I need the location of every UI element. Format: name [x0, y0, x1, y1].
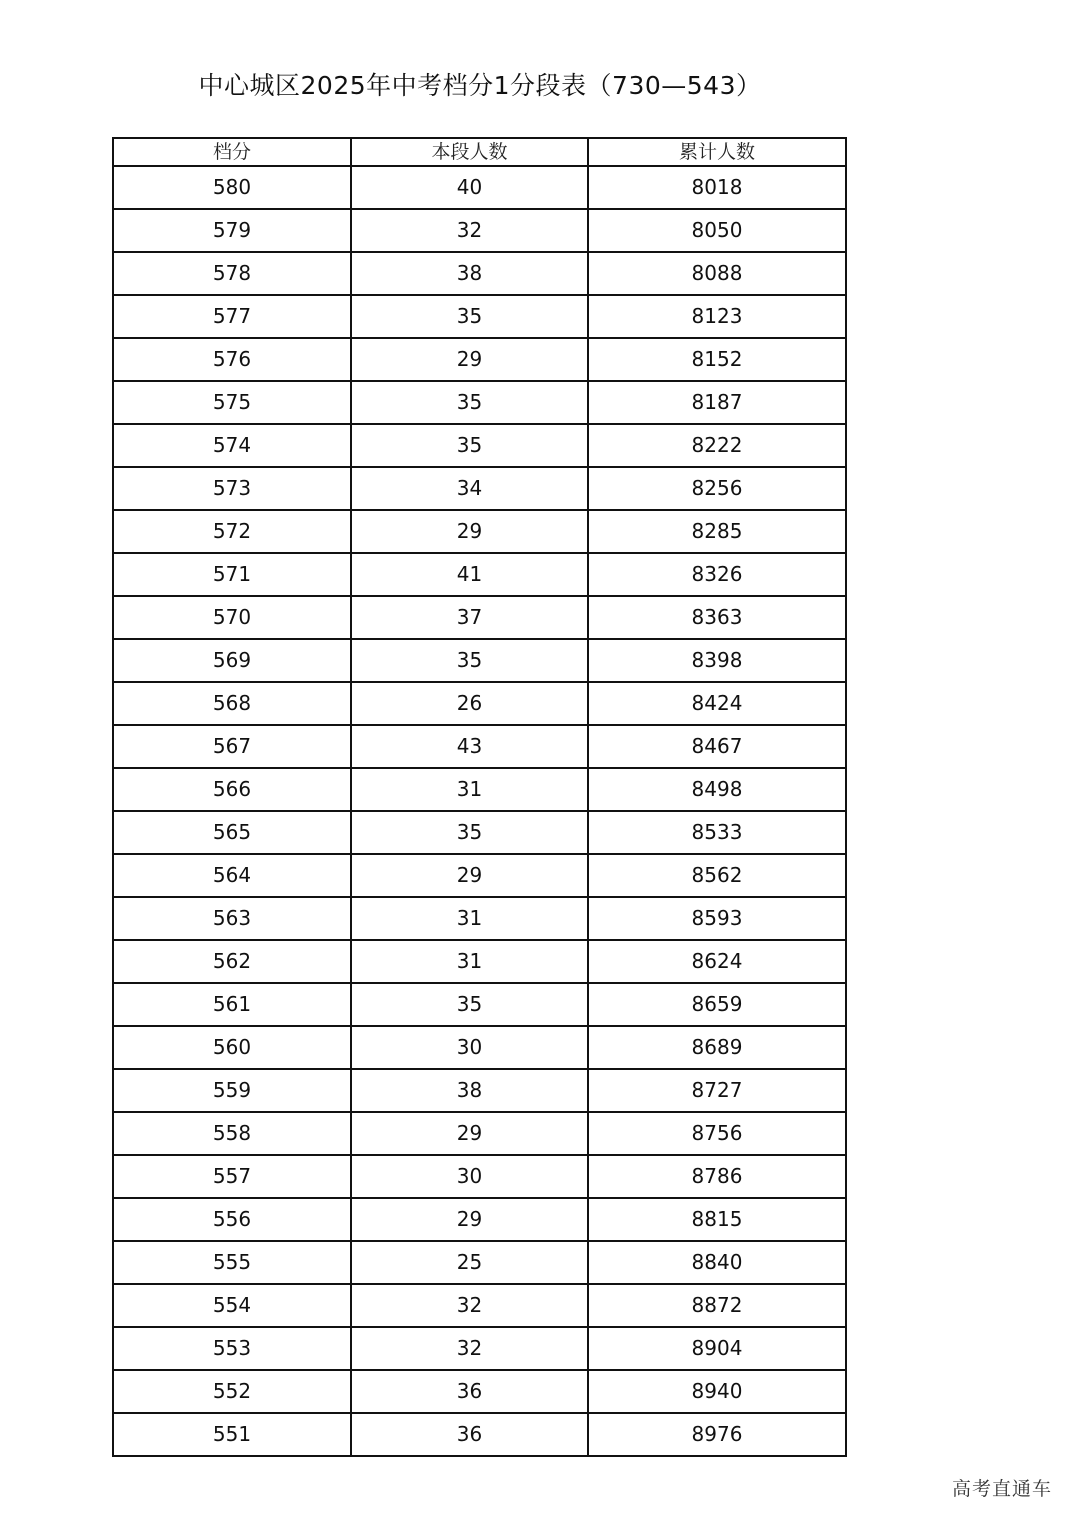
- cell-cumulative-count: 8152: [588, 338, 846, 381]
- cell-cumulative-count: 8593: [588, 897, 846, 940]
- table-row: [113, 768, 846, 811]
- cell-score: 551: [113, 1413, 351, 1456]
- cell-score: 561: [113, 983, 351, 1026]
- cell-cumulative-count: 8815: [588, 1198, 846, 1241]
- table-row: [113, 1026, 846, 1069]
- cell-score: 570: [113, 596, 351, 639]
- cell-cumulative-count: 8467: [588, 725, 846, 768]
- table-row: [113, 295, 846, 338]
- cell-score: 571: [113, 553, 351, 596]
- column-header-cumulative-count: 累计人数: [588, 138, 846, 166]
- watermark-text: 高考直通车: [951, 1478, 1052, 1500]
- cell-segment-count: 43: [351, 725, 588, 768]
- cell-segment-count: 36: [351, 1370, 588, 1413]
- cell-score: 577: [113, 295, 351, 338]
- cell-score: 559: [113, 1069, 351, 1112]
- cell-segment-count: 32: [351, 1284, 588, 1327]
- table-row: [113, 1241, 846, 1284]
- table-row: [113, 1198, 846, 1241]
- table-row: [113, 811, 846, 854]
- table-row: [113, 1370, 846, 1413]
- table-row: [113, 209, 846, 252]
- table-row: [113, 897, 846, 940]
- column-header-segment-count: 本段人数: [351, 138, 588, 166]
- cell-score: 572: [113, 510, 351, 553]
- cell-cumulative-count: 8689: [588, 1026, 846, 1069]
- cell-score: 556: [113, 1198, 351, 1241]
- cell-score: 553: [113, 1327, 351, 1370]
- table-row: [113, 682, 846, 725]
- cell-segment-count: 29: [351, 1112, 588, 1155]
- cell-segment-count: 29: [351, 510, 588, 553]
- cell-score: 554: [113, 1284, 351, 1327]
- cell-segment-count: 29: [351, 1198, 588, 1241]
- cell-score: 563: [113, 897, 351, 940]
- cell-score: 580: [113, 166, 351, 209]
- cell-segment-count: 30: [351, 1026, 588, 1069]
- cell-segment-count: 32: [351, 1327, 588, 1370]
- table-row: [113, 510, 846, 553]
- cell-segment-count: 29: [351, 854, 588, 897]
- table-row: [113, 338, 846, 381]
- cell-score: 565: [113, 811, 351, 854]
- cell-segment-count: 29: [351, 338, 588, 381]
- cell-cumulative-count: 8123: [588, 295, 846, 338]
- cell-segment-count: 38: [351, 1069, 588, 1112]
- cell-segment-count: 35: [351, 639, 588, 682]
- table-row: [113, 1069, 846, 1112]
- cell-cumulative-count: 8498: [588, 768, 846, 811]
- cell-score: 566: [113, 768, 351, 811]
- table-row: [113, 725, 846, 768]
- score-table: [112, 137, 847, 1457]
- cell-cumulative-count: 8222: [588, 424, 846, 467]
- cell-cumulative-count: 8363: [588, 596, 846, 639]
- cell-cumulative-count: 8088: [588, 252, 846, 295]
- cell-score: 557: [113, 1155, 351, 1198]
- page-title: 中心城区2025年中考档分1分段表（730—543）: [198, 71, 762, 100]
- cell-cumulative-count: 8624: [588, 940, 846, 983]
- cell-segment-count: 35: [351, 295, 588, 338]
- cell-score: 558: [113, 1112, 351, 1155]
- cell-cumulative-count: 8398: [588, 639, 846, 682]
- table-row: [113, 1413, 846, 1456]
- cell-score: 576: [113, 338, 351, 381]
- cell-cumulative-count: 8285: [588, 510, 846, 553]
- cell-score: 562: [113, 940, 351, 983]
- cell-segment-count: 31: [351, 768, 588, 811]
- cell-segment-count: 38: [351, 252, 588, 295]
- cell-cumulative-count: 8326: [588, 553, 846, 596]
- cell-score: 573: [113, 467, 351, 510]
- cell-cumulative-count: 8727: [588, 1069, 846, 1112]
- table-row: [113, 940, 846, 983]
- cell-segment-count: 32: [351, 209, 588, 252]
- cell-segment-count: 25: [351, 1241, 588, 1284]
- table-row: [113, 424, 846, 467]
- cell-cumulative-count: 8872: [588, 1284, 846, 1327]
- cell-score: 567: [113, 725, 351, 768]
- table-body: [113, 166, 846, 1456]
- cell-segment-count: 37: [351, 596, 588, 639]
- column-header-score: 档分: [113, 138, 351, 166]
- cell-cumulative-count: 8976: [588, 1413, 846, 1456]
- cell-segment-count: 35: [351, 381, 588, 424]
- cell-cumulative-count: 8659: [588, 983, 846, 1026]
- cell-cumulative-count: 8840: [588, 1241, 846, 1284]
- cell-segment-count: 40: [351, 166, 588, 209]
- cell-cumulative-count: 8424: [588, 682, 846, 725]
- cell-score: 555: [113, 1241, 351, 1284]
- cell-score: 564: [113, 854, 351, 897]
- cell-segment-count: 35: [351, 983, 588, 1026]
- table-row: [113, 1155, 846, 1198]
- table-row: [113, 983, 846, 1026]
- table-row: [113, 553, 846, 596]
- table-header-row: [113, 138, 846, 166]
- cell-segment-count: 35: [351, 811, 588, 854]
- cell-segment-count: 31: [351, 897, 588, 940]
- cell-score: 579: [113, 209, 351, 252]
- cell-score: 574: [113, 424, 351, 467]
- table-row: [113, 1284, 846, 1327]
- cell-score: 569: [113, 639, 351, 682]
- table-row: [113, 381, 846, 424]
- cell-segment-count: 35: [351, 424, 588, 467]
- table-row: [113, 467, 846, 510]
- table-row: [113, 1112, 846, 1155]
- cell-segment-count: 36: [351, 1413, 588, 1456]
- table-row: [113, 252, 846, 295]
- table-row: [113, 1327, 846, 1370]
- cell-segment-count: 34: [351, 467, 588, 510]
- cell-cumulative-count: 8050: [588, 209, 846, 252]
- cell-cumulative-count: 8756: [588, 1112, 846, 1155]
- cell-segment-count: 26: [351, 682, 588, 725]
- cell-score: 552: [113, 1370, 351, 1413]
- cell-cumulative-count: 8256: [588, 467, 846, 510]
- cell-score: 575: [113, 381, 351, 424]
- cell-cumulative-count: 8018: [588, 166, 846, 209]
- table-row: [113, 596, 846, 639]
- cell-segment-count: 31: [351, 940, 588, 983]
- table-row: [113, 854, 846, 897]
- cell-cumulative-count: 8904: [588, 1327, 846, 1370]
- cell-score: 568: [113, 682, 351, 725]
- cell-score: 578: [113, 252, 351, 295]
- cell-score: 560: [113, 1026, 351, 1069]
- cell-cumulative-count: 8940: [588, 1370, 846, 1413]
- table-row: [113, 639, 846, 682]
- cell-segment-count: 30: [351, 1155, 588, 1198]
- cell-cumulative-count: 8187: [588, 381, 846, 424]
- cell-cumulative-count: 8533: [588, 811, 846, 854]
- cell-cumulative-count: 8562: [588, 854, 846, 897]
- table-row: [113, 166, 846, 209]
- cell-cumulative-count: 8786: [588, 1155, 846, 1198]
- cell-segment-count: 41: [351, 553, 588, 596]
